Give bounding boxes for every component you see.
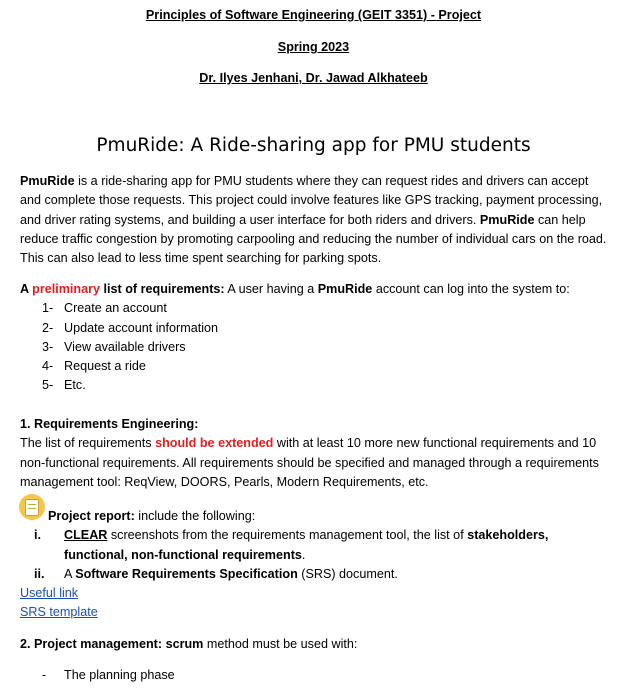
roman-text [64,565,610,584]
section1-paragraph [20,434,610,492]
req-label-rest: list of requirements: [100,282,225,296]
list-item-text: Update account information [64,320,219,335]
dash-bullet: - [42,668,47,683]
section1-text-a: The list of requirements [20,436,156,451]
brand-name: PmuRide [20,174,75,188]
course-heading: Principles of Software Engineering (GEIT 3351) - Project [145,8,482,22]
project-management-section [20,635,610,686]
roman-number: i. [34,528,41,543]
req-lead-text: A user having a [224,282,318,296]
requirements-section [20,280,610,396]
report-label-tail: include the following: [134,509,256,523]
section2-tail: method must be used with: [203,637,358,651]
list-item-text: View available drivers [64,339,186,354]
list-item [20,526,610,565]
list-item-number: 5- [42,378,54,393]
section2-heading-line [20,635,610,654]
section1-heading: 1. Requirements Engineering: [20,417,199,431]
section2-heading: 2. Project management: scrum [20,637,204,651]
intro-paragraph [20,172,610,268]
list-item-number: 4- [42,359,54,374]
list-item [42,319,610,338]
brand-name-2: PmuRide [479,212,535,227]
useful-link[interactable]: Useful link [20,586,79,601]
list-item-text: Create an account [64,301,167,316]
roman-text-b: (SRS) document. [297,566,398,581]
list-item-number: 1- [42,301,54,316]
list-item [42,338,610,357]
section1-emphasis: should be extended [155,436,274,451]
roman-text-a: screenshots from the requirements management tool, the list of [107,528,468,543]
section1-text-b: with at least 10 more new functional requirements and 10 non-functional requirements. All requirements should be specified and managed through a requirements management tool: ReqView, DOORS, Pearls, Modern Requirements, etc. [20,436,599,489]
list-item [42,376,610,395]
intro-text-1: is a ride-sharing app for PMU students where they can request rides and drivers can accept and complete those requests. This project could involve features like GPS tracking, payment processing, and driver rating systems, and building a user interface for both riders and drivers. [20,174,603,227]
project-report-section [20,507,610,623]
list-item-number: 2- [42,320,54,335]
document-title: PmuRide: A Ride-sharing app for PMU students [96,135,531,156]
requirements-lead [20,280,610,299]
instructors-heading: Dr. Ilyes Jenhani, Dr. Jawad Alkhateeb [199,71,428,85]
roman-bold: stakeholders, functional, non-functional requirements [64,528,549,562]
list-item [20,565,610,584]
roman-text [64,526,610,565]
srs-template-link[interactable]: SRS template [20,605,98,620]
report-lead [48,507,610,526]
req-a: A [20,282,33,296]
clear-word: CLEAR [64,528,108,543]
report-label: Project report: [48,509,135,523]
roman-text-a: A [64,566,76,581]
requirements-engineering-section [20,415,610,492]
intro-text-2: can help reduce traffic congestion by promoting carpooling and reducing the number of individual cars on the road. This can also lead to less time spent searching for parking spots. [20,212,607,266]
list-item-text: Etc. [64,378,86,393]
roman-bold: Software Requirements Specification [75,566,298,581]
list-item [42,666,610,685]
list-item [42,357,610,376]
term-heading: Spring 2023 [277,40,350,54]
roman-text-b: . [301,547,306,562]
requirements-list [20,299,610,395]
list-item-text: Request a ride [64,359,146,374]
req-tail-text: account can log into the system to: [372,282,570,296]
dash-text: The planning phase [64,668,175,683]
list-item-number: 3- [42,339,54,354]
roman-number: ii. [34,566,45,581]
list-item [42,299,610,318]
preliminary-word: preliminary [32,282,101,296]
req-brand: PmuRide [317,282,373,296]
